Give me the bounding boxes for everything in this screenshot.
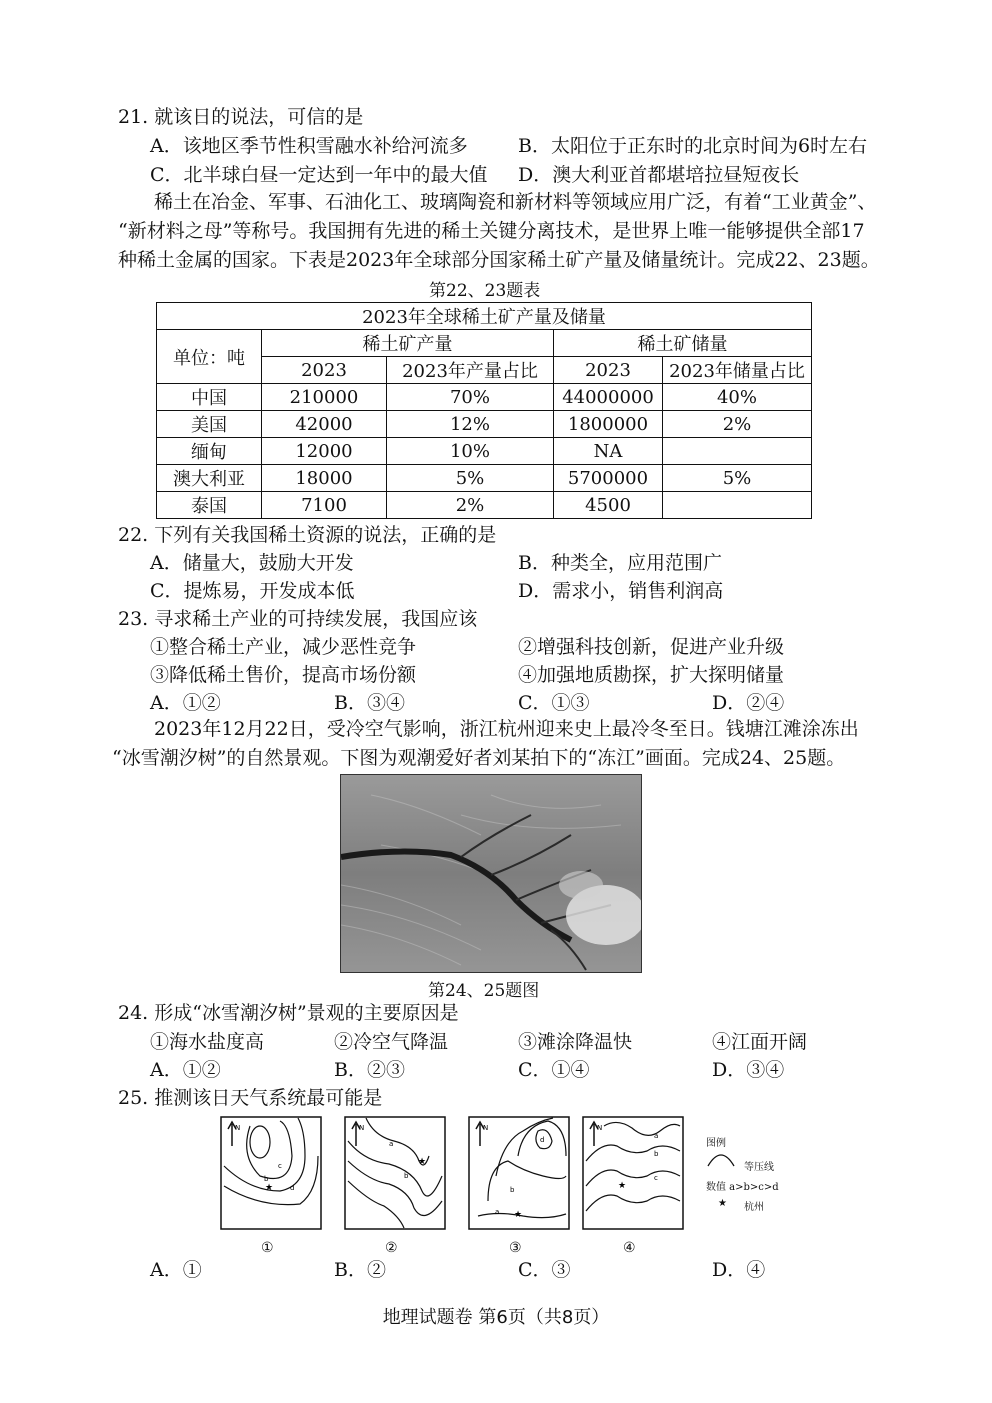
- prod-cell: 12000: [262, 438, 387, 465]
- q21-option-a: A．该地区季节性积雪融水补给河流多: [150, 135, 468, 157]
- q24-option-a: A．①②: [150, 1059, 221, 1081]
- res-cell: 44000000: [554, 384, 663, 411]
- res-share-cell: 40%: [663, 384, 812, 411]
- rare-earth-intro: [118, 188, 888, 275]
- country-cell: 泰国: [157, 492, 262, 519]
- intro-line-3: 种稀土金属的国家。下表是2023年全球部分国家稀土矿产量及储量统计。完成22、23题。: [118, 249, 880, 271]
- svg-text:d: d: [290, 1184, 295, 1192]
- col-share-res: 2023年储量占比: [663, 357, 812, 384]
- legend-star-icon: ★: [718, 1198, 727, 1209]
- svg-text:c: c: [654, 1174, 658, 1182]
- q23-statement-1: ①整合稀土产业，减少恶性竞争: [150, 636, 417, 658]
- svg-text:N: N: [597, 1124, 603, 1132]
- q24-statement-4: ④江面开阔: [712, 1031, 808, 1053]
- svg-text:a: a: [495, 1208, 500, 1216]
- isobar-line-icon: [706, 1148, 736, 1168]
- q24-statement-2: ②冷空气降温: [334, 1031, 449, 1053]
- map-label-4: ④: [623, 1240, 636, 1256]
- svg-text:b: b: [654, 1150, 659, 1158]
- res-share-cell: 2%: [663, 411, 812, 438]
- q23-option-b: B．③④: [334, 692, 405, 714]
- hangzhou-star-icon: ★: [265, 1183, 274, 1193]
- table-row: [157, 411, 812, 438]
- frozen-river-photo: [340, 774, 642, 973]
- res-share-cell: [663, 492, 812, 519]
- country-cell: 美国: [157, 411, 262, 438]
- prod-share-cell: 5%: [387, 465, 554, 492]
- legend-isobar: 等压线: [744, 1162, 774, 1173]
- q22-stem: 22. 下列有关我国稀土资源的说法，正确的是: [118, 524, 497, 546]
- prod-share-cell: 70%: [387, 384, 554, 411]
- res-share-cell: [663, 438, 812, 465]
- svg-text:N: N: [483, 1124, 489, 1132]
- q23-option-c: C．①③: [518, 692, 590, 714]
- q24-option-d: D．③④: [712, 1059, 785, 1081]
- q21-option-c: C．北半球白昼一定达到一年中的最大值: [150, 164, 488, 186]
- q25-option-c: C．③: [518, 1259, 571, 1281]
- page-footer: 地理试题卷 第6页（共8页）: [382, 1307, 610, 1328]
- svg-text:N: N: [359, 1124, 365, 1132]
- rare-earth-table: [156, 302, 812, 519]
- table-row: [157, 438, 812, 465]
- res-cell: 1800000: [554, 411, 663, 438]
- q25-option-b: B．②: [334, 1259, 386, 1281]
- intro-line-2: “新材料之母”等称号。我国拥有先进的稀土关键分离技术，是世界上唯一能够提供全部17: [118, 220, 865, 242]
- q22-option-b: B．种类全，应用范围广: [518, 552, 722, 574]
- ice-intro-line-1: 2023年12月22日，受冷空气影响，浙江杭州迎来史上最冷冬至日。钱塘江滩涂冻出: [154, 718, 859, 740]
- intro-line-1: 稀土在冶金、军事、石油化工、玻璃陶瓷和新材料等领域应用广泛，有着“工业黄金”、: [154, 191, 877, 213]
- q22-option-d: D．需求小，销售利润高: [518, 580, 724, 602]
- map-legend: [706, 1134, 796, 1214]
- svg-text:c: c: [278, 1162, 282, 1170]
- map-label-2: ②: [385, 1240, 398, 1256]
- hangzhou-star-icon: ★: [514, 1210, 523, 1220]
- figure-caption: 第24、25题图: [428, 981, 540, 1001]
- isobar-map-3: [468, 1116, 570, 1230]
- q22-option-c: C．提炼易，开发成本低: [150, 580, 355, 602]
- res-cell: 5700000: [554, 465, 663, 492]
- q21-stem: 21. 就该日的说法，可信的是: [118, 106, 364, 128]
- q23-statement-3: ③降低稀土售价，提高市场份额: [150, 664, 417, 686]
- hangzhou-star-icon: ★: [418, 1157, 427, 1167]
- legend-title: 图例: [706, 1138, 726, 1149]
- q24-option-b: B．②③: [334, 1059, 405, 1081]
- q22-option-a: A．储量大，鼓励大开发: [150, 552, 354, 574]
- col-2023-prod: 2023: [262, 357, 387, 384]
- q23-option-d: D．②④: [712, 692, 785, 714]
- hangzhou-star-icon: ★: [618, 1181, 627, 1191]
- svg-text:d: d: [540, 1136, 545, 1144]
- prod-share-cell: 2%: [387, 492, 554, 519]
- res-cell: 4500: [554, 492, 663, 519]
- table-title: 2023年全球稀土矿产量及储量: [157, 303, 812, 330]
- q21-option-b: B．太阳位于正东时的北京时间为6时左右: [518, 135, 868, 157]
- q24-stem: 24. 形成“冰雪潮汐树”景观的主要原因是: [118, 1002, 459, 1024]
- res-share-cell: 5%: [663, 465, 812, 492]
- map-label-3: ③: [509, 1240, 522, 1256]
- country-cell: 中国: [157, 384, 262, 411]
- q25-option-d: D．④: [712, 1259, 766, 1281]
- svg-text:b: b: [404, 1172, 409, 1180]
- country-cell: 澳大利亚: [157, 465, 262, 492]
- table-caption: 第22、23题表: [429, 281, 541, 301]
- ice-intro: [112, 715, 888, 773]
- q25-stem: 25. 推测该日天气系统最可能是: [118, 1087, 383, 1109]
- group-production: 稀土矿产量: [262, 330, 554, 357]
- svg-text:a: a: [654, 1132, 659, 1140]
- svg-text:N: N: [235, 1124, 241, 1132]
- col-2023-res: 2023: [554, 357, 663, 384]
- prod-share-cell: 12%: [387, 411, 554, 438]
- q23-statement-4: ④加强地质勘探，扩大探明储量: [518, 664, 785, 686]
- legend-values: 数值 a>b>c>d: [706, 1182, 779, 1193]
- q23-stem: 23. 寻求稀土产业的可持续发展，我国应该: [118, 608, 478, 630]
- isobar-map-2: [344, 1116, 446, 1230]
- q24-statement-1: ①海水盐度高: [150, 1031, 265, 1053]
- prod-cell: 210000: [262, 384, 387, 411]
- prod-cell: 7100: [262, 492, 387, 519]
- isobar-map-1: [220, 1116, 322, 1230]
- table-row: [157, 492, 812, 519]
- legend-city: 杭州: [744, 1202, 764, 1213]
- q24-option-c: C．①④: [518, 1059, 590, 1081]
- unit-cell: 单位：吨: [157, 330, 262, 384]
- svg-text:b: b: [264, 1175, 269, 1183]
- res-cell: NA: [554, 438, 663, 465]
- q21-option-d: D．澳大利亚首都堪培拉昼短夜长: [518, 164, 800, 186]
- isobar-map-4: [582, 1116, 684, 1230]
- col-share-prod: 2023年产量占比: [387, 357, 554, 384]
- table-row: [157, 465, 812, 492]
- q23-option-a: A．①②: [150, 692, 221, 714]
- q23-statement-2: ②增强科技创新，促进产业升级: [518, 636, 785, 658]
- table-row: [157, 384, 812, 411]
- ice-intro-line-2: “冰雪潮汐树”的自然景观。下图为观潮爱好者刘某拍下的“冻江”画面。完成24、25题。: [112, 747, 846, 769]
- map-label-1: ①: [261, 1240, 274, 1256]
- svg-text:b: b: [510, 1186, 515, 1194]
- country-cell: 缅甸: [157, 438, 262, 465]
- prod-share-cell: 10%: [387, 438, 554, 465]
- group-reserve: 稀土矿储量: [554, 330, 812, 357]
- q24-statement-3: ③滩涂降温快: [518, 1031, 633, 1053]
- prod-cell: 18000: [262, 465, 387, 492]
- svg-text:a: a: [389, 1140, 394, 1148]
- q25-option-a: A．①: [150, 1259, 202, 1281]
- prod-cell: 42000: [262, 411, 387, 438]
